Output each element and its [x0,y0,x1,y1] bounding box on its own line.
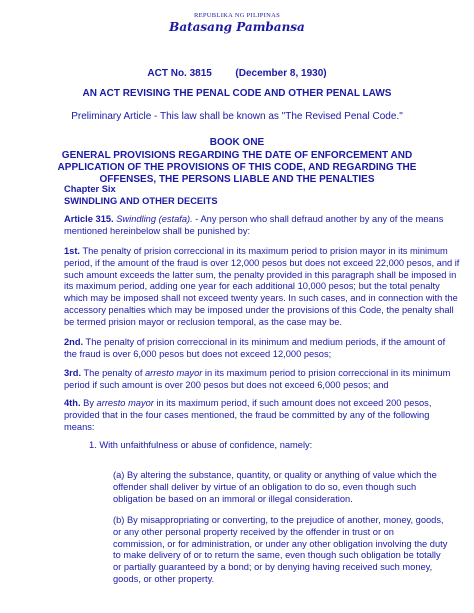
article-text-line: mentioned hereinbelow shall be punished by: [64,225,251,236]
article-315 [64,214,443,238]
legislature-header: Batasang Pambansa [169,20,305,34]
sub-item-line: to make delivery of or to return the same, even though such obligation be totally [113,550,441,561]
chapter-title: SWINDLING AND OTHER DECEITS [64,195,218,206]
paragraph-text: By [80,398,97,408]
list-item-1 [89,440,312,452]
preliminary-article: Preliminary Article - This law shall be known as "The Revised Penal Code." [71,111,403,122]
article-text: - Any person who shall defraud another by any of the means [192,214,444,224]
sub-item-line: or partially guaranteed by a bond; or by denying having received such money, [113,562,433,573]
sub-item-line: commission, or for administration, or under any other obligation involving the duty [113,538,448,549]
sub-item-line: offender shall deliver by virtue of an obligation to do so, even though such [113,481,417,492]
sub-item-line: goods, or other property. [113,573,215,584]
paragraph-line: provided that in the four cases mentioned, the fraud be committed by any of the following [64,409,430,420]
sub-item-line: (b) By misappropriating or converting, to the prejudice of another, money, goods, [113,515,444,525]
sub-item-line: obligation be based on an immoral or illegal consideration. [113,493,353,504]
paragraph-line: period, if the amount of the fraud is over 12,000 pesos but does not exceed 22,000 pesos, and if [64,257,460,268]
book-title-line: APPLICATION OF THE PROVISIONS OF THIS CODE, AND REGARDING THE [57,161,417,173]
paragraph-line: be termed prision mayor or reclusion temporal, as the case may be. [64,316,342,327]
book-title-line: GENERAL PROVISIONS REGARDING THE DATE OF ENFORCEMENT AND [61,150,413,161]
paragraph-text: The penalty of prision correccional in its maximum period to prision mayor in its minimum [80,246,448,256]
paragraph-line: accessory penalties which may be imposed under the provisions of this Code, the penalty shall [64,304,454,315]
article-label: Article 315. [64,214,114,224]
paragraph-label: 2nd. [64,337,84,347]
paragraph-label: 3rd. [64,368,82,378]
paragraph-line: means: [64,421,95,432]
paragraph-text: The penalty of prision correccional in its minimum and medium periods, if the amount of [83,337,446,347]
paragraph-third [64,368,450,392]
paragraph-line: period if such amount is over 200 pesos but does not exceed 6,000 pesos; and [64,379,389,390]
act-title: AN ACT REVISING THE PENAL CODE AND OTHER PENAL LAWS [82,88,392,99]
paragraph-line: the fraud is over 6,000 pesos but does not exceed 12,000 pesos; [64,348,332,359]
sub-item-a [113,470,437,505]
article-heading: Swindling (estafa). [116,214,193,224]
chapter-heading [64,184,218,207]
chapter-label: Chapter Six [64,184,116,194]
paragraph-italic: arresto mayor [144,368,203,378]
paragraph-text: in its maximum period to prision correccional in its minimum [202,368,451,378]
paragraph-line: such amount exceeds the latter sum, the penalty provided in this paragraph shall be imposed in [64,269,457,280]
book-title-line: OFFENSES, THE PERSONS LIABLE AND THE PENALTIES [99,173,375,185]
paragraph-line: which may be imposed shall not exceed twenty years. In such cases, and in connection with the [64,293,458,304]
sub-item-b [113,515,447,586]
list-item-text: 1. With unfaithfulness or abuse of confidence, namely: [89,440,313,450]
paragraph-line: its maximum period, adding one year for each additional 10,000 pesos; but the total penalty [64,281,440,292]
act-number: ACT No. 3815 [147,68,212,79]
paragraph-fourth [64,398,431,433]
paragraph-label: 1st. [64,246,81,256]
paragraph-italic: arresto mayor [96,398,154,408]
act-date: (December 8, 1930) [235,68,327,79]
republic-header: REPUBLIKA NG PILIPINAS [193,12,281,19]
paragraph-label: 4th. [64,398,81,408]
sub-item-line: (a) By altering the substance, quantity, or quality or anything of value which the [113,470,437,480]
paragraph-text: The penalty of [81,368,145,378]
sub-item-line: or any other personal property received by the offender in trust or on [113,526,394,537]
book-title [0,150,474,185]
paragraph-first [64,246,459,329]
paragraph-text: in its maximum period, if such amount does not exceed 200 pesos, [153,398,432,408]
paragraph-second [64,337,445,361]
book-label: BOOK ONE [209,137,265,148]
act-heading [0,68,474,79]
